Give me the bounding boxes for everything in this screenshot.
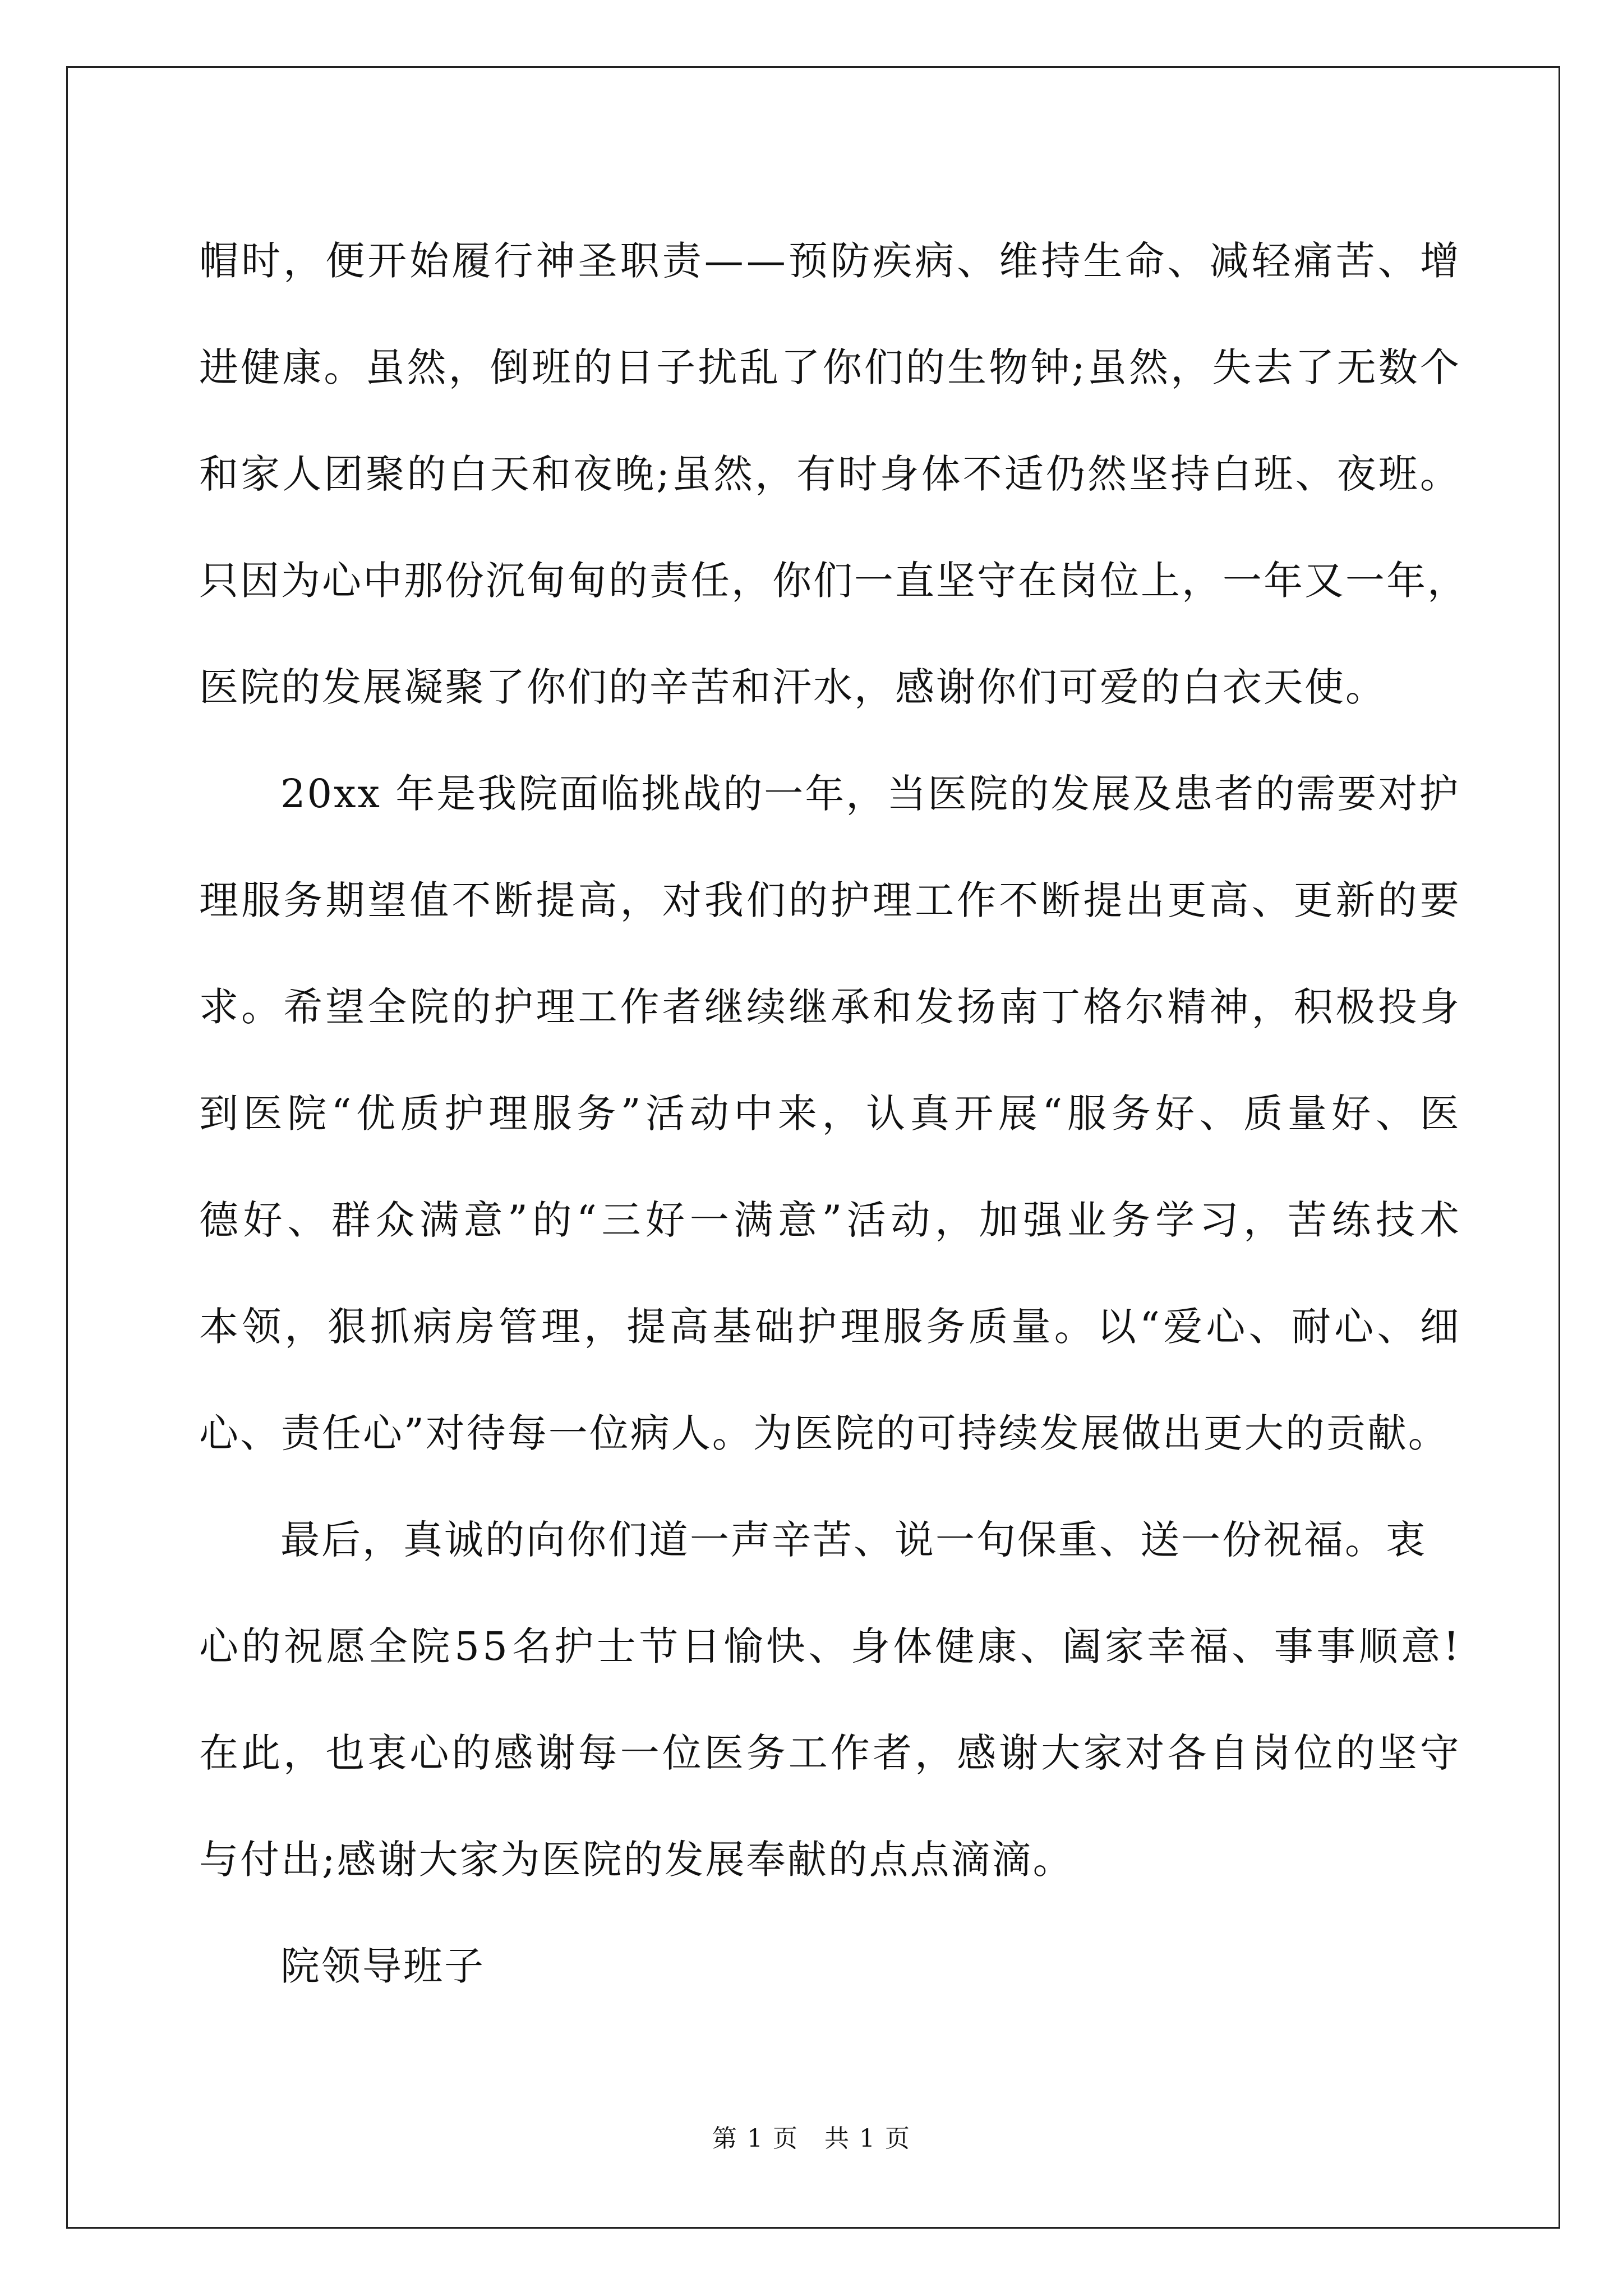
document-body bbox=[199, 208, 1468, 2019]
page-number: 第 1 页 共 1 页 bbox=[712, 2124, 911, 2153]
paragraph-3-line-2: 心 的 祝 愿 全 院 5 5 名 护 士 节 日 愉 快 、 身 体 健 康 、 阖 家 幸 福 、 事 事 顺 意 ! bbox=[199, 1623, 1461, 1669]
paragraph-2-line-3: 求 。 希 望 全 院 的 护 理 工 作 者 继 续 继 承 和 发 扬 南 丁 格 尔 精 神 ， 积 极 投 身 bbox=[199, 984, 1461, 1030]
paragraph-2-line-6: 本 领 ， 狠 抓 病 房 管 理 ， 提 高 基 础 护 理 服 务 质 量 。 以 “ 爱 心 、 耐 心 、 细 bbox=[199, 1304, 1461, 1350]
paragraph-1-line-1: 帽 时 ， 便 开 始 履 行 神 圣 职 责 — — 预 防 疾 病 、 维 持 生 命 、 减 轻 痛 苦 、 增 bbox=[199, 238, 1461, 284]
paragraph-1-line-4: 只 因 为 心 中 那 份 沉 甸 甸 的 责 任 ， 你 们 一 直 坚 守 在 岗 位 上 ， 一 年 又 一 年 ， bbox=[199, 558, 1468, 604]
paragraph-1-line-3: 和 家 人 团 聚 的 白 天 和 夜 晚 ; 虽 然 ， 有 时 身 体 不 适 仍 然 坚 持 白 班 、 夜 班 。 bbox=[199, 451, 1461, 497]
paragraph-3-line-4: 与付出;感谢大家为医院的发展奉献的点点滴滴。 bbox=[199, 1837, 1074, 1883]
paragraph-2-line-1: 20xx 年是我院面临挑战的一年，当医院的发展及患者的需要对护 bbox=[280, 771, 1460, 817]
paragraph-3-line-3: 在 此 ， 也 衷 心 的 感 谢 每 一 位 医 务 工 作 者 ， 感 谢 大 家 对 各 自 岗 位 的 坚 守 bbox=[199, 1730, 1461, 1776]
paragraph-2-line-4: 到 医 院 “ 优 质 护 理 服 务 ” 活 动 中 来 ， 认 真 开 展 “ 服 务 好 、 质 量 好 、 医 bbox=[199, 1091, 1461, 1137]
paragraph-2-line-2: 理 服 务 期 望 值 不 断 提 高 ， 对 我 们 的 护 理 工 作 不 断 提 出 更 高 、 更 新 的 要 bbox=[199, 877, 1461, 923]
paragraph-1-line-2: 进 健 康 。 虽 然 ， 倒 班 的 日 子 扰 乱 了 你 们 的 生 物 钟 ; 虽 然 ， 失 去 了 无 数 个 bbox=[199, 344, 1461, 390]
paragraph-3-line-1: 最后，真诚的向你们道一声辛苦、说一句保重、送一份祝福。衷 bbox=[280, 1517, 1427, 1563]
signature: 院领导班子 bbox=[280, 1943, 485, 1989]
paragraph-2-line-5: 德 好 、 群 众 满 意 ” 的 “ 三 好 一 满 意 ” 活 动 ， 加 强 业 务 学 习 ， 苦 练 技 术 bbox=[199, 1197, 1461, 1243]
paragraph-2-line-7: 心、责任心”对待每一位病人。为医院的可持续发展做出更大的贡献。 bbox=[199, 1410, 1449, 1456]
paragraph-1-line-5: 医院的发展凝聚了你们的辛苦和汗水，感谢你们可爱的白衣天使。 bbox=[199, 664, 1386, 710]
